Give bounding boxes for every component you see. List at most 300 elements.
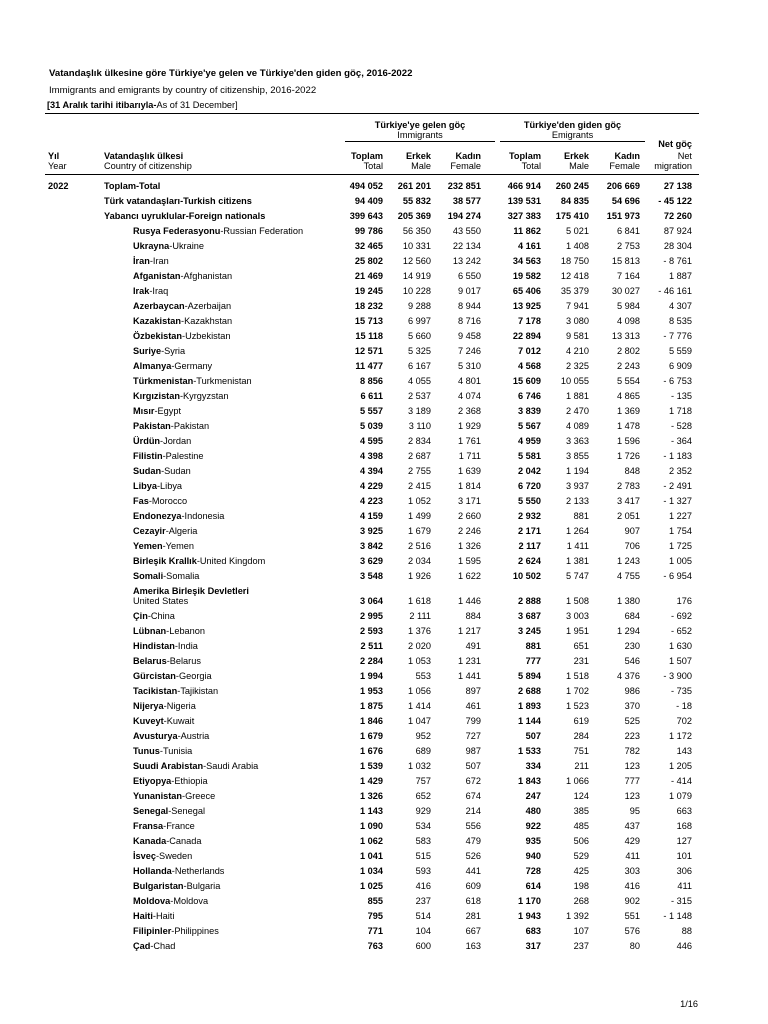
imm-male-cell: 2 755 (408, 466, 431, 476)
emi-total-cell: 139 531 (507, 196, 541, 206)
country-name-tr: Senegal (133, 806, 169, 816)
table-row (0, 344, 768, 359)
emi-female-cell: 525 (624, 716, 640, 726)
emi-female-cell: 7 164 (617, 271, 640, 281)
country-name-en: -Senegal (168, 806, 206, 816)
emigrants-tr: Türkiye'den giden göç (523, 120, 622, 130)
imm-female-cell: 1 595 (458, 556, 481, 566)
imm-male-cell: 515 (415, 851, 431, 861)
net-migration-cell: - 8 761 (663, 256, 692, 266)
net-migration-cell: - 528 (671, 421, 692, 431)
imm-total-cell: 1 846 (360, 716, 383, 726)
imm-total-cell: 4 595 (360, 436, 383, 446)
header-top-rule (45, 113, 699, 114)
row-country (133, 864, 224, 879)
imm-total-cell: 1 875 (360, 701, 383, 711)
emi-total-cell: 2 117 (518, 541, 541, 551)
imm-male-cell: 237 (415, 896, 431, 906)
imm-female-cell: 884 (465, 611, 481, 621)
emi-total-cell: 1 893 (518, 701, 541, 711)
imm-male-cell: 2 111 (409, 611, 431, 621)
imm-female-en: Female (450, 161, 481, 171)
imm-female-cell: 4 074 (458, 391, 481, 401)
imm-male-cell: 593 (415, 866, 431, 876)
country-name-tr: Türkmenistan (133, 376, 194, 386)
emi-total-cell: 7 012 (518, 346, 541, 356)
net-migration-cell: 1 227 (669, 511, 692, 521)
imm-total-cell: 2 995 (360, 611, 383, 621)
imm-total-cell: 15 118 (355, 331, 383, 341)
table-row (0, 404, 768, 419)
emi-total-cell: 6 746 (518, 391, 541, 401)
imm-total-cell: 1 953 (360, 686, 383, 696)
emi-female-cell: 986 (624, 686, 640, 696)
imm-female-cell: 526 (465, 851, 481, 861)
country-name-en: -Afghanistan (180, 271, 233, 281)
table-row (0, 269, 768, 284)
imm-female-cell: 9 017 (458, 286, 481, 296)
country-name-tr: Suudi Arabistan (133, 761, 204, 771)
imm-male-cell: 757 (415, 776, 431, 786)
imm-total-en: Total (363, 161, 383, 171)
imm-male-cell: 1 032 (408, 761, 431, 771)
country-name-tr: Libya (133, 481, 157, 491)
net-migration-cell: - 6 954 (663, 571, 692, 581)
country-name-tr: Haiti (133, 911, 153, 921)
imm-total-cell: 1 034 (360, 866, 383, 876)
row-country (133, 834, 201, 849)
table-row (0, 179, 768, 194)
table-row (0, 359, 768, 374)
imm-male-cell: 261 201 (397, 181, 431, 191)
country-name-en: -Tunisia (159, 746, 193, 756)
table-row (0, 939, 768, 954)
emi-female-cell: 907 (624, 526, 640, 536)
imm-male-cell: 1 618 (408, 596, 431, 606)
emi-female-cell: 230 (624, 641, 640, 651)
country-name-en: -Philippines (171, 926, 219, 936)
country-name-en: -Ethiopia (171, 776, 208, 786)
imm-total-cell: 5 039 (360, 421, 383, 431)
imm-male-cell: 2 516 (408, 541, 431, 551)
imm-total-cell: 4 159 (360, 511, 383, 521)
emi-total-cell: 4 959 (518, 436, 541, 446)
emi-total-cell: 2 688 (518, 686, 541, 696)
imm-female-cell: 672 (465, 776, 481, 786)
country-name-tr: Rusya Federasyonu (133, 226, 221, 236)
country-name-en: -Canada (166, 836, 202, 846)
country-name-tr: Fransa (133, 821, 164, 831)
note-tr: [31 Aralık tarihi itibarıyla- (47, 100, 157, 110)
net-migration-cell: - 135 (671, 391, 692, 401)
table-subtitle: Immigrants and emigrants by country of citizenship, 2016-2022 (49, 85, 317, 96)
row-country (133, 586, 249, 606)
table-row (0, 909, 768, 924)
net-migration-cell: - 692 (671, 611, 692, 621)
country-name-en: -Iraq (149, 286, 169, 296)
emi-total-cell: 940 (525, 851, 541, 861)
emi-male-cell: 425 (573, 866, 589, 876)
table-row (0, 524, 768, 539)
emi-total-cell: 5 581 (518, 451, 541, 461)
imm-total-cell: 32 465 (354, 241, 383, 251)
imm-female-cell: 479 (465, 836, 481, 846)
emi-male-cell: 211 (574, 761, 589, 771)
country-name-tr: Kanada (133, 836, 167, 846)
table-row (0, 609, 768, 624)
imm-total-cell: 1 062 (360, 836, 383, 846)
emi-female-cell: 1 478 (617, 421, 640, 431)
row-country (104, 179, 160, 194)
imm-male-cell: 652 (415, 791, 431, 801)
emi-male-cell: 5 747 (566, 571, 589, 581)
emi-male-cell: 10 055 (560, 376, 589, 386)
emi-male-cell: 1 381 (566, 556, 589, 566)
table-row (0, 449, 768, 464)
imm-male-tr: Erkek (405, 151, 431, 161)
imm-total-cell: 1 539 (360, 761, 383, 771)
imm-male-cell: 1 679 (408, 526, 431, 536)
net-migration-cell: 5 559 (669, 346, 692, 356)
row-country (133, 389, 228, 404)
net-migration-cell: 2 352 (669, 466, 692, 476)
country-name-tr: Fas (133, 496, 149, 506)
country-name-tr: Cezayir (133, 526, 166, 536)
country-name-tr: Tacikistan (133, 686, 178, 696)
imm-female-cell: 799 (465, 716, 481, 726)
country-name-en: -Georgia (175, 671, 212, 681)
net-migration-cell: 28 304 (663, 241, 692, 251)
emi-total-cell: 5 550 (518, 496, 541, 506)
net-migration-cell: - 7 776 (663, 331, 692, 341)
imm-male-cell: 1 376 (408, 626, 431, 636)
imm-female-cell: 194 274 (447, 211, 481, 221)
emigrants-en: Emigrants (551, 130, 594, 140)
imm-male-cell: 5 660 (408, 331, 431, 341)
imm-total-cell: 795 (367, 911, 383, 921)
imm-female-cell: 163 (465, 941, 481, 951)
country-name-en: -Chad (150, 941, 176, 951)
country-name-tr: Yemen (133, 541, 163, 551)
country-name-en: -Jordan (160, 436, 192, 446)
emi-female-cell: 411 (625, 851, 640, 861)
country-name-en: -Belarus (166, 656, 201, 666)
imm-female-tr: Kadın (455, 151, 481, 161)
row-country (133, 284, 168, 299)
row-country (133, 624, 205, 639)
table-row (0, 774, 768, 789)
country-name-en: United States (133, 596, 189, 606)
emi-male-cell: 5 021 (566, 226, 589, 236)
imm-total-cell: 11 477 (355, 361, 383, 371)
imm-female-cell: 897 (465, 686, 481, 696)
imm-male-cell: 952 (415, 731, 431, 741)
imm-female-cell: 3 171 (458, 496, 481, 506)
emi-female-tr: Kadın (614, 151, 640, 161)
imm-male-cell: 4 055 (408, 376, 431, 386)
emi-male-cell: 751 (573, 746, 589, 756)
emi-female-cell: 54 696 (611, 196, 640, 206)
emi-female-cell: 5 984 (617, 301, 640, 311)
country-name-tr: Suriye (133, 346, 162, 356)
imm-female-cell: 22 134 (452, 241, 481, 251)
imm-total-cell: 99 786 (354, 226, 383, 236)
country-name-tr: Avusturya (133, 731, 178, 741)
net-migration-cell: 176 (676, 596, 692, 606)
immigrants-tr: Türkiye'ye gelen göç (374, 120, 466, 130)
emi-total-en: Total (521, 161, 541, 171)
country-name-tr: Tunus (133, 746, 160, 756)
table-row (0, 714, 768, 729)
emi-female-cell: 4 755 (617, 571, 640, 581)
emi-total-tr: Toplam (509, 151, 541, 161)
country-name-tr: Toplam (104, 181, 136, 191)
imm-female-cell: 491 (465, 641, 481, 651)
emi-total-cell: 5 567 (518, 421, 541, 431)
imm-total-header (351, 151, 383, 171)
country-name-tr: Mısır (133, 406, 155, 416)
country-name-tr: Filipinler (133, 926, 172, 936)
imm-female-cell: 8 944 (458, 301, 481, 311)
emi-male-cell: 124 (573, 791, 589, 801)
imm-male-cell: 3 189 (408, 406, 431, 416)
emi-total-cell: 922 (525, 821, 541, 831)
country-name-en: -Pakistan (170, 421, 210, 431)
net-migration-cell: 6 909 (669, 361, 692, 371)
country-name-en: -Somalia (163, 571, 200, 581)
net-migration-cell: 101 (676, 851, 692, 861)
net-header-tr: Net göç (658, 139, 692, 149)
emi-female-cell: 30 027 (611, 286, 640, 296)
country-name-en: -Palestine (162, 451, 204, 461)
emi-male-cell: 84 835 (560, 196, 589, 206)
emi-male-cell: 198 (573, 881, 589, 891)
table-row (0, 924, 768, 939)
table-row (0, 419, 768, 434)
net-migration-cell: - 735 (671, 686, 692, 696)
imm-total-cell: 855 (367, 896, 383, 906)
emi-total-cell: 1 170 (518, 896, 541, 906)
emi-total-cell: 334 (525, 761, 541, 771)
imm-male-cell: 689 (415, 746, 431, 756)
net-migration-cell: 1 754 (669, 526, 692, 536)
net-en1: Net (677, 151, 692, 161)
emi-total-cell: 2 932 (518, 511, 541, 521)
country-name-en: -Ukraine (169, 241, 204, 251)
row-country (133, 269, 232, 284)
imm-male-cell: 2 834 (408, 436, 431, 446)
imm-total-cell: 3 925 (360, 526, 383, 536)
emigrants-group-rule (500, 141, 645, 142)
imm-total-cell: 94 409 (354, 196, 383, 206)
imm-total-cell: 1 090 (360, 821, 383, 831)
year-tr: Yıl (48, 151, 60, 161)
net-migration-cell: 1 718 (669, 406, 692, 416)
imm-male-cell: 2 687 (408, 451, 431, 461)
imm-total-cell: 1 025 (360, 881, 383, 891)
imm-male-cell: 14 919 (402, 271, 431, 281)
table-row (0, 639, 768, 654)
imm-total-cell: 4 229 (360, 481, 383, 491)
net-migration-cell: 1 205 (669, 761, 692, 771)
country-name-tr: Yabancı uyruklular (104, 211, 186, 221)
net-migration-cell: 4 307 (669, 301, 692, 311)
table-row (0, 509, 768, 524)
imm-female-cell: 43 550 (452, 226, 481, 236)
imm-female-cell: 1 622 (458, 571, 481, 581)
table-row (0, 879, 768, 894)
net-migration-cell: - 414 (671, 776, 692, 786)
net-migration-cell: 1 172 (669, 731, 692, 741)
country-name-en: -Yemen (162, 541, 194, 551)
emi-male-cell: 2 470 (566, 406, 589, 416)
imm-male-cell: 56 350 (402, 226, 431, 236)
country-header (104, 151, 192, 171)
imm-total-cell: 4 398 (360, 451, 383, 461)
emi-male-cell: 284 (573, 731, 589, 741)
country-name-en: -Austria (177, 731, 210, 741)
emi-female-header (609, 151, 640, 171)
emi-female-cell: 3 417 (617, 496, 640, 506)
imm-female-cell: 461 (465, 701, 481, 711)
emi-female-cell: 4 865 (617, 391, 640, 401)
emi-total-cell: 7 178 (518, 316, 541, 326)
emi-total-cell: 19 582 (512, 271, 541, 281)
imm-total-cell: 399 643 (349, 211, 383, 221)
emi-female-cell: 848 (624, 466, 640, 476)
row-year: 2022 (48, 181, 69, 191)
imm-male-cell: 1 047 (408, 716, 431, 726)
country-name-en: -Iran (149, 256, 169, 266)
table-body (0, 179, 768, 954)
imm-total-cell: 1 676 (360, 746, 383, 756)
emi-male-cell: 529 (573, 851, 589, 861)
emi-female-cell: 15 813 (611, 256, 640, 266)
country-name-tr: Hindistan (133, 641, 175, 651)
country-name-en: -Syria (161, 346, 186, 356)
note-en: As of 31 December] (156, 100, 238, 110)
country-name-en: -Kyrgyzstan (179, 391, 229, 401)
emi-total-cell: 5 894 (518, 671, 541, 681)
imm-female-cell: 9 458 (458, 331, 481, 341)
country-name-en: -China (147, 611, 175, 621)
emi-female-cell: 4 376 (617, 671, 640, 681)
country-name-en: -United Kingdom (196, 556, 266, 566)
row-country (133, 509, 224, 524)
net-migration-cell: 663 (676, 806, 692, 816)
imm-female-cell: 556 (465, 821, 481, 831)
country-name-en: -Bulgaria (183, 881, 221, 891)
emi-total-cell: 1 533 (518, 746, 541, 756)
emi-male-cell: 1 411 (566, 541, 589, 551)
imm-total-cell: 494 052 (349, 181, 383, 191)
imm-male-cell: 55 832 (402, 196, 431, 206)
emi-total-cell: 480 (525, 806, 541, 816)
row-country (133, 449, 203, 464)
country-name-en: -Indonesia (181, 511, 225, 521)
emi-male-cell: 1 881 (566, 391, 589, 401)
emi-total-cell: 4 161 (518, 241, 541, 251)
emi-female-cell: 2 783 (617, 481, 640, 491)
table-row (0, 569, 768, 584)
country-name-en: -Morocco (148, 496, 188, 506)
country-name-tr: Etiyopya (133, 776, 172, 786)
imm-male-cell: 6 167 (408, 361, 431, 371)
emi-total-cell: 11 862 (513, 226, 541, 236)
imm-male-cell: 1 926 (408, 571, 431, 581)
imm-male-cell: 553 (415, 671, 431, 681)
emi-male-cell: 485 (573, 821, 589, 831)
imm-male-cell: 514 (415, 911, 431, 921)
emi-female-cell: 4 098 (617, 316, 640, 326)
country-name-en: -Kazakhstan (181, 316, 233, 326)
emi-total-cell: 317 (525, 941, 541, 951)
emi-female-cell: 782 (624, 746, 640, 756)
country-name-en: -Sweden (156, 851, 193, 861)
row-country (133, 849, 192, 864)
emi-female-cell: 1 369 (617, 406, 640, 416)
emi-male-cell: 3 003 (566, 611, 589, 621)
imm-female-cell: 618 (465, 896, 481, 906)
net-migration-cell: 446 (676, 941, 692, 951)
imm-total-cell: 3 629 (360, 556, 383, 566)
net-migration-cell: 88 (681, 926, 692, 936)
emi-total-cell: 247 (525, 791, 541, 801)
row-country (133, 314, 232, 329)
imm-male-cell: 1 499 (408, 511, 431, 521)
country-name-tr: Nijerya (133, 701, 164, 711)
emi-male-cell: 1 392 (566, 911, 589, 921)
imm-total-cell: 5 557 (360, 406, 383, 416)
emi-female-cell: 1 294 (617, 626, 640, 636)
country-name-tr: Lübnan (133, 626, 167, 636)
emi-male-cell: 4 089 (566, 421, 589, 431)
net-migration-header (654, 151, 692, 171)
imm-female-cell: 8 716 (458, 316, 481, 326)
net-migration-cell: - 315 (671, 896, 692, 906)
emi-male-en: Male (569, 161, 589, 171)
emi-female-cell: 2 051 (617, 511, 640, 521)
emi-total-cell: 2 624 (518, 556, 541, 566)
imm-female-cell: 1 929 (458, 421, 481, 431)
emi-male-cell: 385 (573, 806, 589, 816)
row-country (133, 699, 196, 714)
emi-female-cell: 1 380 (617, 596, 640, 606)
table-row (0, 654, 768, 669)
emi-male-cell: 651 (573, 641, 589, 651)
imm-female-cell: 1 441 (458, 671, 481, 681)
emi-total-header (509, 151, 541, 171)
emi-male-cell: 1 264 (566, 526, 589, 536)
imm-female-cell: 1 711 (458, 451, 481, 461)
imm-female-cell: 38 577 (452, 196, 481, 206)
net-migration-cell: 127 (676, 836, 692, 846)
imm-female-cell: 507 (465, 761, 481, 771)
net-migration-cell: - 1 327 (663, 496, 692, 506)
country-name-en: -Sudan (161, 466, 191, 476)
imm-total-cell: 25 802 (354, 256, 383, 266)
imm-female-header (450, 151, 481, 171)
country-name-tr: Ürdün (133, 436, 161, 446)
table-row (0, 434, 768, 449)
emi-total-cell: 4 568 (518, 361, 541, 371)
imm-male-cell: 600 (415, 941, 431, 951)
emi-total-cell: 3 687 (518, 611, 541, 621)
table-row (0, 729, 768, 744)
row-country (133, 434, 191, 449)
table-row (0, 209, 768, 224)
emi-male-cell: 3 363 (566, 436, 589, 446)
